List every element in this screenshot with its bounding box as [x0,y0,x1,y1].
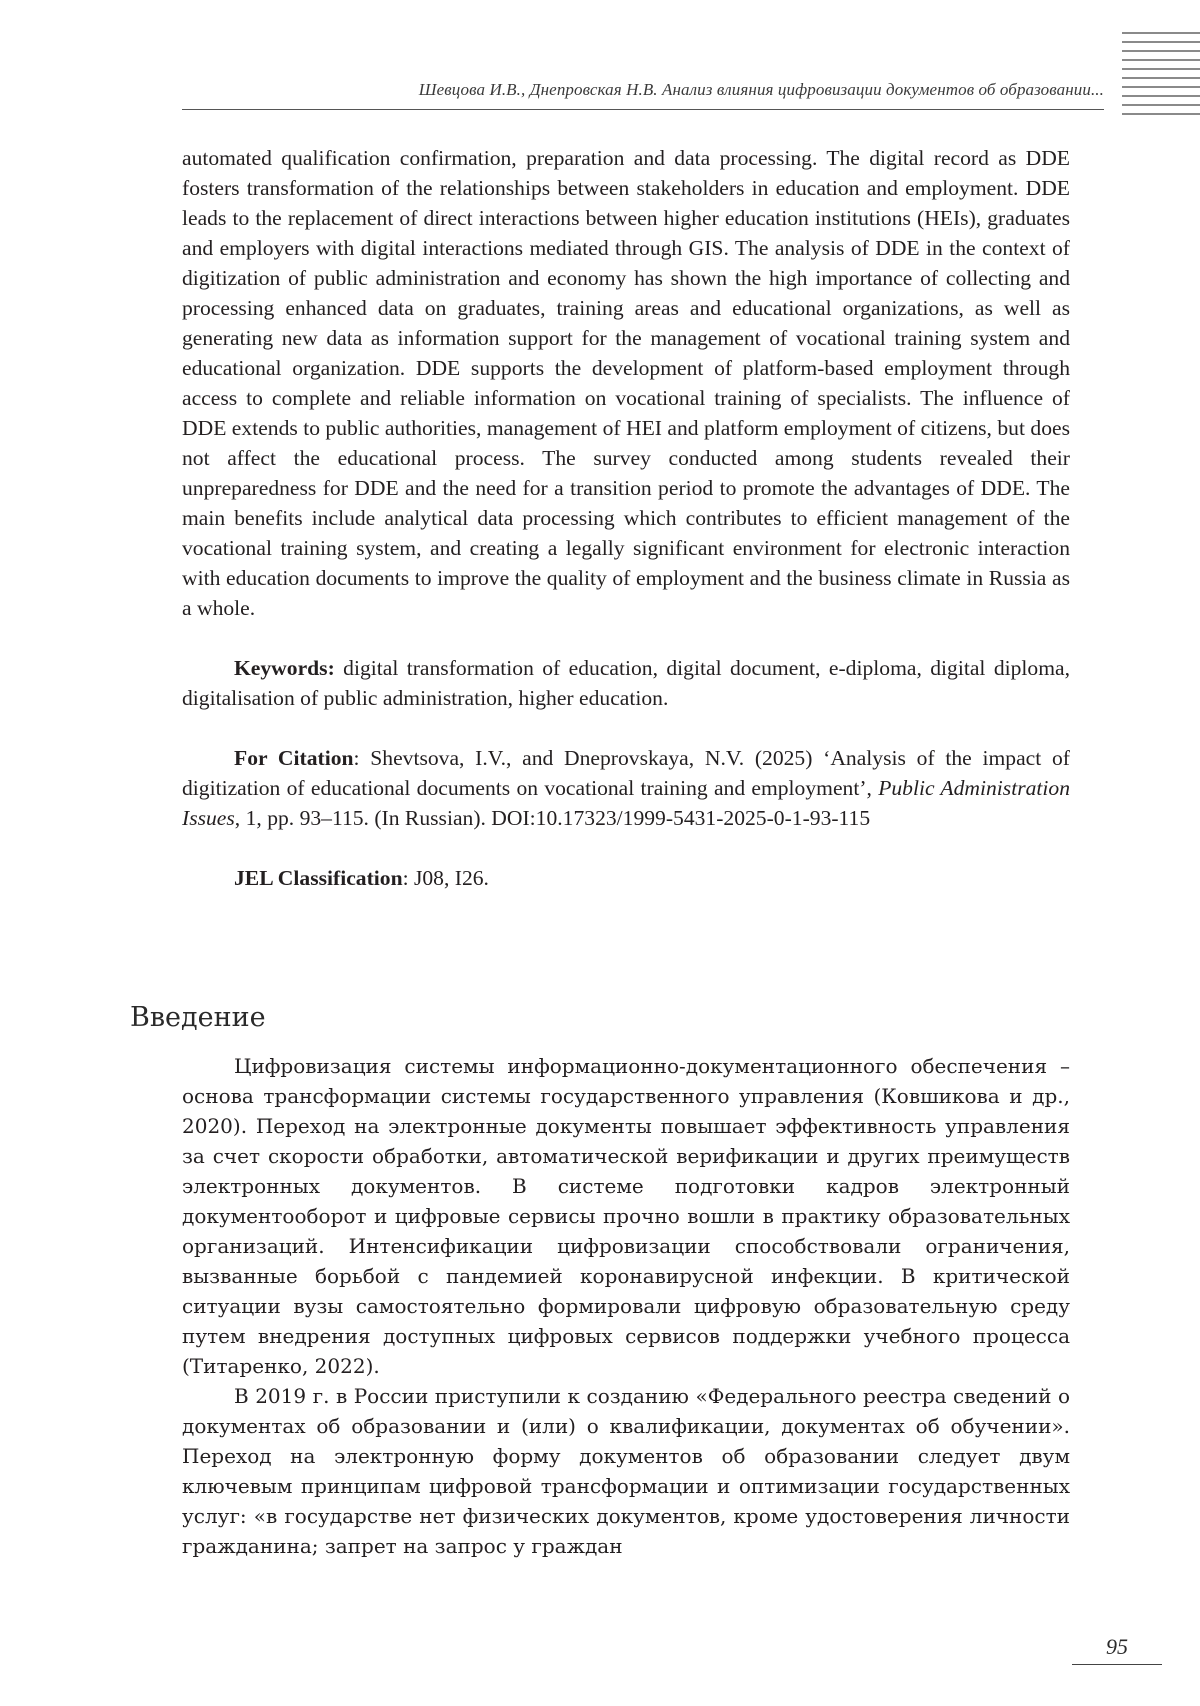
abstract-block [182,143,1070,893]
section-paragraph: Цифровизация системы информационно-документационного обеспечения – основа трансформации системы государственного управления (Ковшикова и др., 2020). Переход на электронные документы повышает эффективность управления за счет скорости обработки, автоматической верификации и других преимуществ электронных документов. В системе подготовки кадров электронный документооборот и цифровые сервисы прочно вошли в практику образовательных организаций. Интенсификации цифровизации способствовали ограничения, вызванные борьбой с пандемией коронавирусной инфекции. В критической ситуации вузы самостоятельно формировали цифровую образовательную среду путем внедрения доступных цифровых сервисов поддержки учебного процесса (Титаренко, 2022). [182,1054,1070,1378]
page-number-rule [1072,1664,1162,1665]
keywords-paragraph [182,653,1070,713]
running-head: Шевцова И.В., Днепровская Н.В. Анализ влияния цифровизации документов об образовании... [418,80,1104,99]
jel-label: JEL Classification [234,866,403,890]
keywords-text: digital transformation of education, digital document, e-diploma, digital diploma, digitalisation of public administration, higher education. [182,656,1070,710]
header-decoration [1122,32,1200,122]
running-head-rule [182,109,1104,110]
section-body [182,1051,1070,1561]
keywords-label: Keywords: [234,656,335,680]
abstract-paragraph: automated qualification confirmation, preparation and data processing. The digital record as DDE fosters transformation of the relationships between stakeholders in education and employment. DDE leads to the replacement of direct interactions between higher education institutions (HEIs), graduates and employers with digital interactions mediated through GIS. The analysis of DDE in the context of digitization of public administration and economy has shown the high importance of collecting and processing enhanced data on graduates, training areas and educational organizations, as well as generating new data as information support for the management of vocational training system and educational organization. DDE supports the development of platform-based employment through access to complete and reliable information on vocational training of specialists. The influence of DDE extends to public authorities, management of HEI and platform employment of citizens, but does not affect the educational process. The survey conducted among students revealed their unpreparedness for DDE and the need for a transition period to promote the advantages of DDE. The main benefits include analytical data processing which contributes to efficient management of the vocational training system, and creating a legally significant environment for electronic interaction with education documents to improve the quality of employment and the business climate in Russia as a whole. [182,146,1070,620]
citation-paragraph [182,743,1070,833]
section-paragraph: В 2019 г. в России приступили к созданию «Федерального реестра сведений о документах об образовании и (или) о квалификации, документах об обучении». Переход на электронную форму документов об образовании следует двум ключевым принципам цифровой трансформации и оптимизации государственных услуг: «в государстве нет физических документов, кроме удостоверения личности гражданина; запрет на запрос у граждан [182,1384,1070,1558]
page-number: 95 [1106,1634,1128,1659]
citation-text: : Shevtsova, I.V., and Dneprovskaya, N.V. (2025) ‘Analysis of the impact of digitization of educational documents on vocational training and employment’, [182,746,1070,800]
section-title: Введение [130,1002,266,1033]
jel-paragraph [182,863,1070,893]
citation-label: For Citation [234,746,354,770]
citation-details: , 1, pp. 93–115. (In Russian). DOI:10.17323/1999-5431-2025-0-1-93-115 [234,806,871,830]
jel-text: : J08, I26. [402,866,489,890]
citation-journal: Public Administration Issues [182,776,1070,830]
